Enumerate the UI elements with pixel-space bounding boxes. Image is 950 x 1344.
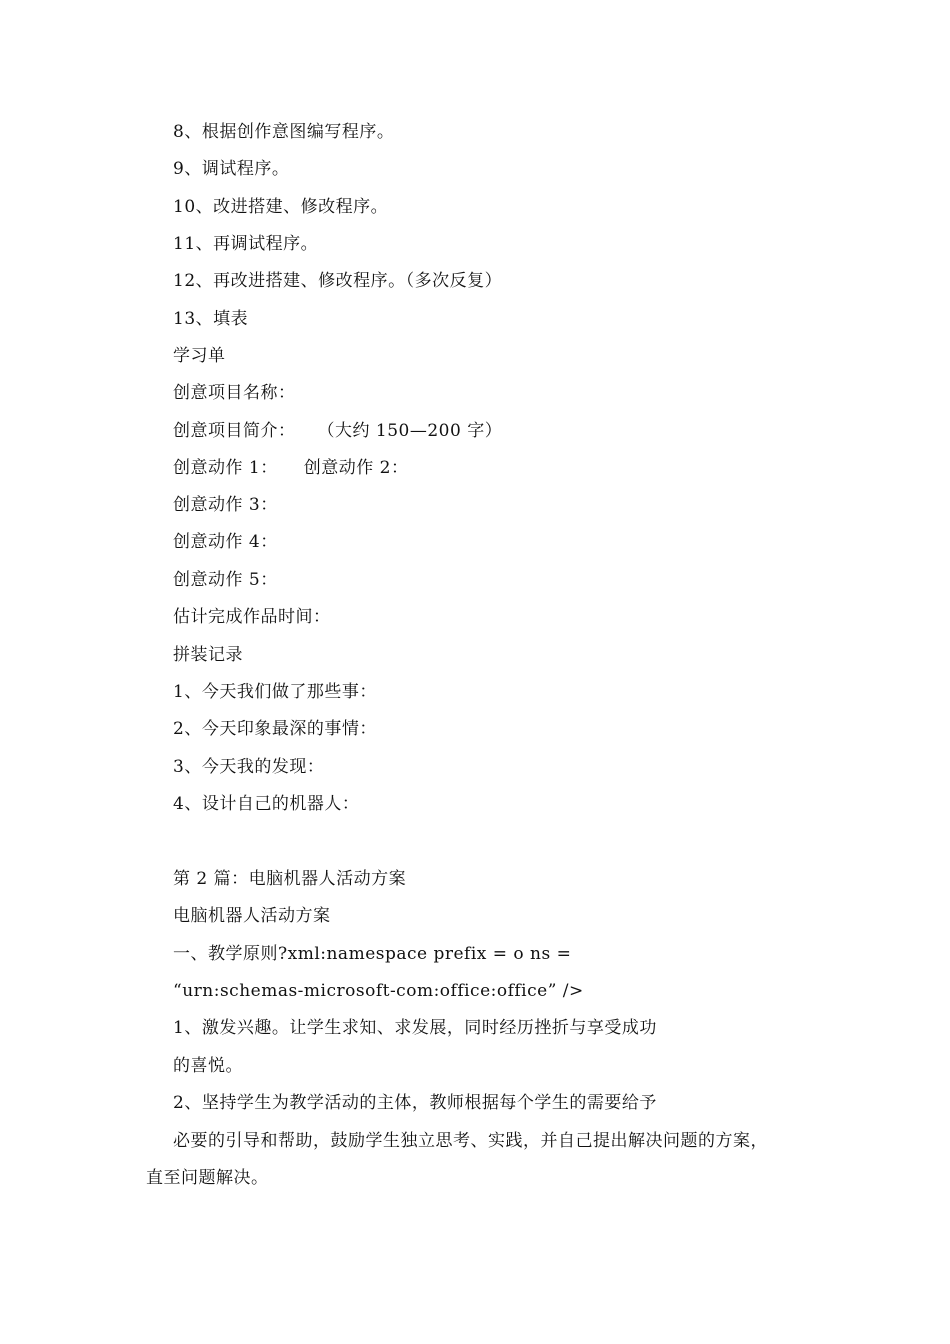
paragraph-2-line-3: 直至问题解决。 — [146, 1168, 269, 1188]
record-item-3: 3、今天我的发现： — [173, 757, 325, 777]
project-intro-row — [173, 419, 502, 443]
action-2-label: 创意动作 2： — [303, 458, 409, 478]
article-heading: 第 2 篇：电脑机器人活动方案 — [173, 869, 407, 889]
step-11: 11、再调试程序。 — [173, 234, 319, 254]
estimate-time-label: 估计完成作品时间： — [173, 607, 331, 627]
step-13: 13、填表 — [173, 309, 249, 329]
assembly-record-title: 拼装记录 — [173, 645, 243, 665]
article-subtitle: 电脑机器人活动方案 — [173, 906, 331, 926]
paragraph-1-line-2: 的喜悦。 — [173, 1056, 243, 1076]
project-intro-label: 创意项目简介： — [173, 421, 296, 441]
record-item-2: 2、今天印象最深的事情： — [173, 719, 377, 739]
action-5-label: 创意动作 5： — [173, 570, 278, 590]
paragraph-2-line-2: 必要的引导和帮助，鼓励学生独立思考、实践，并自己提出解决问题的方案， — [173, 1131, 768, 1151]
project-intro-note: （大约 150—200 字） — [317, 421, 503, 441]
project-name-label: 创意项目名称： — [173, 383, 296, 403]
paragraph-2-line-1: 2、坚持学生为教学活动的主体，教师根据每个学生的需要给予 — [173, 1093, 657, 1113]
record-item-1: 1、今天我们做了那些事： — [173, 682, 377, 702]
paragraph-1-line-1: 1、激发兴趣。让学生求知、求发展，同时经历挫折与享受成功 — [173, 1018, 657, 1038]
action-1-label: 创意动作 1： — [173, 458, 278, 478]
section-1-heading: 一、教学原则?xml:namespace prefix = o ns = — [173, 944, 572, 964]
action-4-label: 创意动作 4： — [173, 532, 278, 552]
actions-row — [173, 456, 408, 480]
step-12: 12、再改进搭建、修改程序。（多次反复） — [173, 271, 503, 291]
step-9: 9、调试程序。 — [173, 159, 290, 179]
step-10: 10、改进搭建、修改程序。 — [173, 197, 389, 217]
worksheet-title: 学习单 — [173, 346, 226, 366]
action-3-label: 创意动作 3： — [173, 495, 278, 515]
record-item-4: 4、设计自己的机器人： — [173, 794, 360, 814]
section-1-continued: “urn:schemas-microsoft-com:office:office” /> — [173, 981, 584, 1001]
step-8: 8、根据创作意图编写程序。 — [173, 122, 395, 142]
